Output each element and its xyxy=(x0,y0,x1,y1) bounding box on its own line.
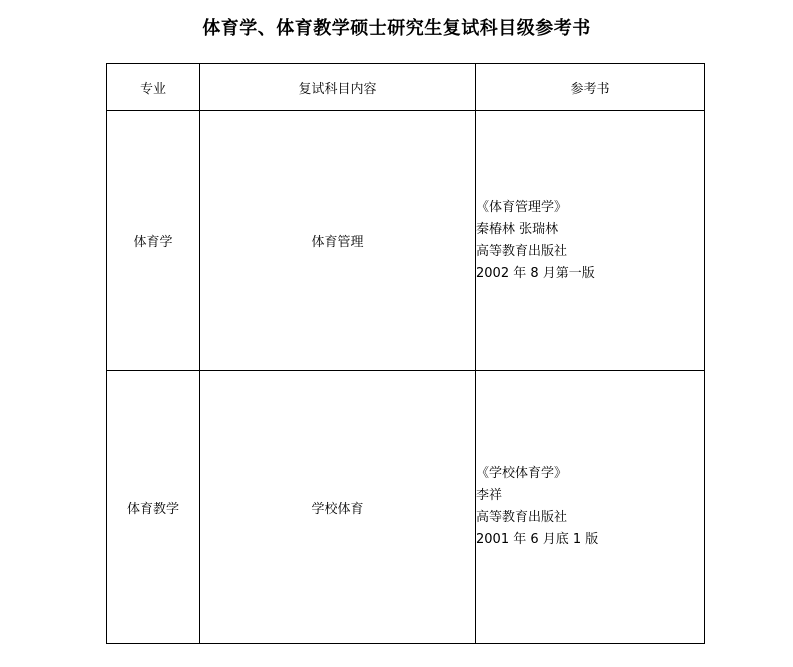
subject-cell: 体育管理 xyxy=(200,111,476,371)
subject-cell: 学校体育 xyxy=(200,371,476,644)
book-edition: 2001 年 6 月底 1 版 xyxy=(476,532,599,547)
table-row xyxy=(107,111,705,371)
book-publisher: 高等教育出版社 xyxy=(476,243,568,259)
reexam-subjects-table xyxy=(106,63,705,644)
page-title: 体育学、体育教学硕士研究生复试科目级参考书 xyxy=(202,18,591,39)
book-publisher: 高等教育出版社 xyxy=(476,510,568,525)
book-edition: 2002 年 8 月第一版 xyxy=(476,265,595,281)
book-title: 《学校体育学》 xyxy=(476,466,568,481)
column-header-major: 专业 xyxy=(107,64,200,111)
book-authors: 李祥 xyxy=(476,488,503,503)
column-header-subject: 复试科目内容 xyxy=(200,64,476,111)
reference-book-cell xyxy=(476,371,705,644)
major-cell: 体育教学 xyxy=(107,371,200,644)
book-authors: 秦椿林 张瑞林 xyxy=(476,221,559,237)
book-title: 《体育管理学》 xyxy=(476,199,568,215)
major-cell: 体育学 xyxy=(107,111,200,371)
column-header-reference: 参考书 xyxy=(476,64,705,111)
table-row xyxy=(107,371,705,644)
table-header-row xyxy=(107,64,705,111)
reference-book-cell xyxy=(476,111,705,371)
